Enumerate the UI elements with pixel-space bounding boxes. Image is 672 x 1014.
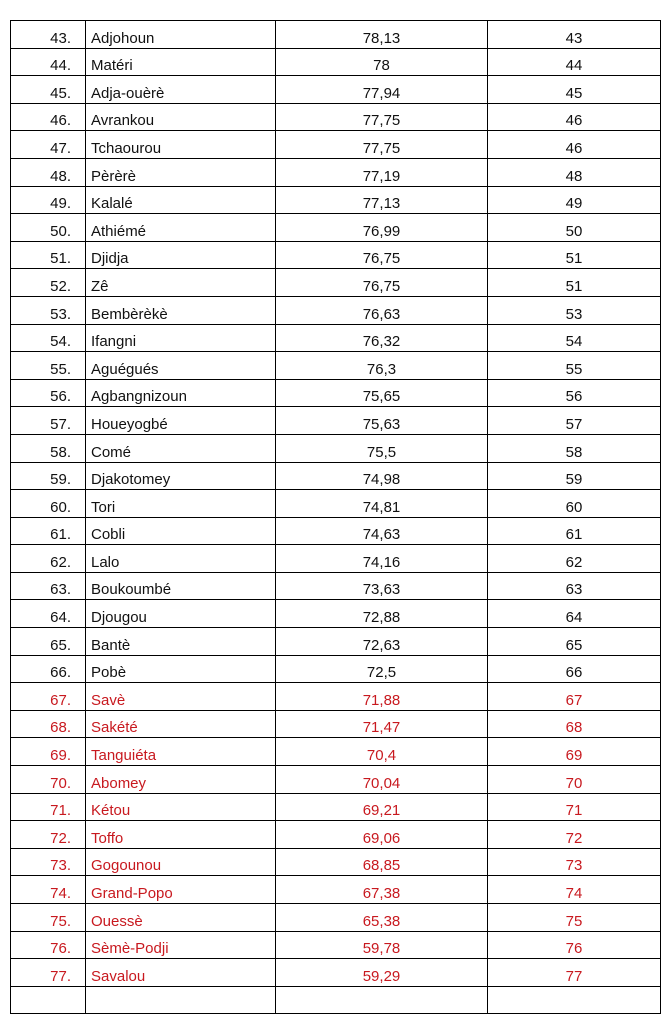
score-value: 77,75 [276,131,488,159]
commune-name: Cobli [86,517,276,545]
score-value: 76,32 [276,324,488,352]
commune-name: Grand-Popo [86,876,276,904]
commune-name: Aguégués [86,352,276,380]
score-value [276,986,488,1014]
table-row [11,572,661,600]
score-value: 59,29 [276,959,488,987]
row-number: 61. [11,517,86,545]
score-value: 72,5 [276,655,488,683]
commune-name: Lalo [86,545,276,573]
row-number: 56. [11,379,86,407]
commune-name: Kalalé [86,186,276,214]
rank-value: 77 [488,959,661,987]
row-number: 69. [11,738,86,766]
table-row [11,269,661,297]
table-row [11,848,661,876]
row-number: 57. [11,407,86,435]
rank-value: 44 [488,48,661,76]
commune-name: Houeyogbé [86,407,276,435]
commune-name: Gogounou [86,848,276,876]
score-value: 75,65 [276,379,488,407]
table-row [11,158,661,186]
score-value: 72,88 [276,600,488,628]
commune-name: Sèmè-Podji [86,931,276,959]
table-row [11,545,661,573]
table-row [11,48,661,76]
rank-value: 51 [488,269,661,297]
table-row [11,434,661,462]
rank-value: 60 [488,490,661,518]
row-number: 58. [11,434,86,462]
rank-value: 76 [488,931,661,959]
table-row [11,352,661,380]
table-row [11,600,661,628]
commune-name: Ifangni [86,324,276,352]
commune-name: Pèrèrè [86,158,276,186]
score-value: 73,63 [276,572,488,600]
rank-value: 53 [488,296,661,324]
rank-value: 46 [488,131,661,159]
row-number: 71. [11,793,86,821]
score-value: 75,63 [276,407,488,435]
score-value: 72,63 [276,628,488,656]
score-value: 74,16 [276,545,488,573]
rank-value: 51 [488,241,661,269]
table-row [11,986,661,1014]
score-value: 74,63 [276,517,488,545]
table-row [11,738,661,766]
rank-value: 61 [488,517,661,545]
table-row [11,131,661,159]
commune-name: Tori [86,490,276,518]
row-number: 73. [11,848,86,876]
table-row [11,407,661,435]
commune-name: Boukoumbé [86,572,276,600]
table-row [11,959,661,987]
table-row [11,214,661,242]
row-number: 77. [11,959,86,987]
row-number: 46. [11,103,86,131]
commune-name: Pobè [86,655,276,683]
table-row [11,296,661,324]
rank-value: 63 [488,572,661,600]
row-number: 68. [11,710,86,738]
table-row [11,628,661,656]
table-row [11,103,661,131]
score-value: 67,38 [276,876,488,904]
score-value: 68,85 [276,848,488,876]
row-number: 59. [11,462,86,490]
rank-value: 68 [488,710,661,738]
commune-name: Djidja [86,241,276,269]
commune-name: Bembèrèkè [86,296,276,324]
commune-name: Toffo [86,821,276,849]
ranking-table [10,20,660,1014]
rank-value: 46 [488,103,661,131]
rank-value: 59 [488,462,661,490]
score-value: 70,4 [276,738,488,766]
row-number: 53. [11,296,86,324]
score-value: 69,21 [276,793,488,821]
table-row [11,490,661,518]
ranking-table-grid [10,20,661,1014]
score-value: 78 [276,48,488,76]
rank-value: 58 [488,434,661,462]
row-number: 72. [11,821,86,849]
score-value: 65,38 [276,904,488,932]
table-row [11,710,661,738]
row-number: 50. [11,214,86,242]
score-value: 76,75 [276,269,488,297]
row-number: 47. [11,131,86,159]
table-row [11,683,661,711]
rank-value: 48 [488,158,661,186]
rank-value [488,986,661,1014]
rank-value: 65 [488,628,661,656]
score-value: 74,98 [276,462,488,490]
row-number: 48. [11,158,86,186]
commune-name: Bantè [86,628,276,656]
rank-value: 62 [488,545,661,573]
score-value: 69,06 [276,821,488,849]
commune-name: Sakété [86,710,276,738]
table-row [11,186,661,214]
score-value: 78,13 [276,21,488,49]
score-value: 77,13 [276,186,488,214]
commune-name: Comé [86,434,276,462]
table-row [11,462,661,490]
row-number: 65. [11,628,86,656]
score-value: 71,47 [276,710,488,738]
rank-value: 71 [488,793,661,821]
commune-name: Agbangnizoun [86,379,276,407]
score-value: 76,63 [276,296,488,324]
row-number: 43. [11,21,86,49]
row-number: 75. [11,904,86,932]
commune-name: Avrankou [86,103,276,131]
commune-name: Djougou [86,600,276,628]
table-row [11,241,661,269]
row-number: 51. [11,241,86,269]
commune-name: Kétou [86,793,276,821]
table-row [11,904,661,932]
rank-value: 74 [488,876,661,904]
rank-value: 55 [488,352,661,380]
commune-name: Djakotomey [86,462,276,490]
rank-value: 67 [488,683,661,711]
commune-name: Athiémé [86,214,276,242]
rank-value: 75 [488,904,661,932]
table-row [11,876,661,904]
rank-value: 69 [488,738,661,766]
row-number: 63. [11,572,86,600]
commune-name: Savalou [86,959,276,987]
row-number: 64. [11,600,86,628]
commune-name: Tanguiéta [86,738,276,766]
score-value: 76,99 [276,214,488,242]
rank-value: 56 [488,379,661,407]
score-value: 76,75 [276,241,488,269]
row-number: 70. [11,766,86,794]
rank-value: 43 [488,21,661,49]
rank-value: 70 [488,766,661,794]
row-number: 44. [11,48,86,76]
row-number: 54. [11,324,86,352]
row-number: 66. [11,655,86,683]
row-number: 55. [11,352,86,380]
table-row [11,21,661,49]
score-value: 77,75 [276,103,488,131]
commune-name: Tchaourou [86,131,276,159]
rank-value: 50 [488,214,661,242]
rank-value: 57 [488,407,661,435]
table-body [11,21,661,1014]
score-value: 76,3 [276,352,488,380]
commune-name [86,986,276,1014]
score-value: 75,5 [276,434,488,462]
commune-name: Savè [86,683,276,711]
commune-name: Abomey [86,766,276,794]
rank-value: 64 [488,600,661,628]
table-row [11,655,661,683]
row-number: 49. [11,186,86,214]
rank-value: 45 [488,76,661,104]
score-value: 70,04 [276,766,488,794]
commune-name: Matéri [86,48,276,76]
commune-name: Adjohoun [86,21,276,49]
table-row [11,766,661,794]
table-row [11,793,661,821]
commune-name: Zê [86,269,276,297]
rank-value: 54 [488,324,661,352]
rank-value: 72 [488,821,661,849]
score-value: 77,19 [276,158,488,186]
row-number: 62. [11,545,86,573]
row-number: 45. [11,76,86,104]
table-row [11,931,661,959]
table-row [11,324,661,352]
score-value: 59,78 [276,931,488,959]
table-row [11,76,661,104]
score-value: 77,94 [276,76,488,104]
rank-value: 66 [488,655,661,683]
rank-value: 49 [488,186,661,214]
score-value: 74,81 [276,490,488,518]
row-number [11,986,86,1014]
table-row [11,821,661,849]
row-number: 67. [11,683,86,711]
rank-value: 73 [488,848,661,876]
table-row [11,379,661,407]
table-row [11,517,661,545]
score-value: 71,88 [276,683,488,711]
row-number: 76. [11,931,86,959]
row-number: 74. [11,876,86,904]
row-number: 60. [11,490,86,518]
commune-name: Adja-ouèrè [86,76,276,104]
commune-name: Ouessè [86,904,276,932]
row-number: 52. [11,269,86,297]
